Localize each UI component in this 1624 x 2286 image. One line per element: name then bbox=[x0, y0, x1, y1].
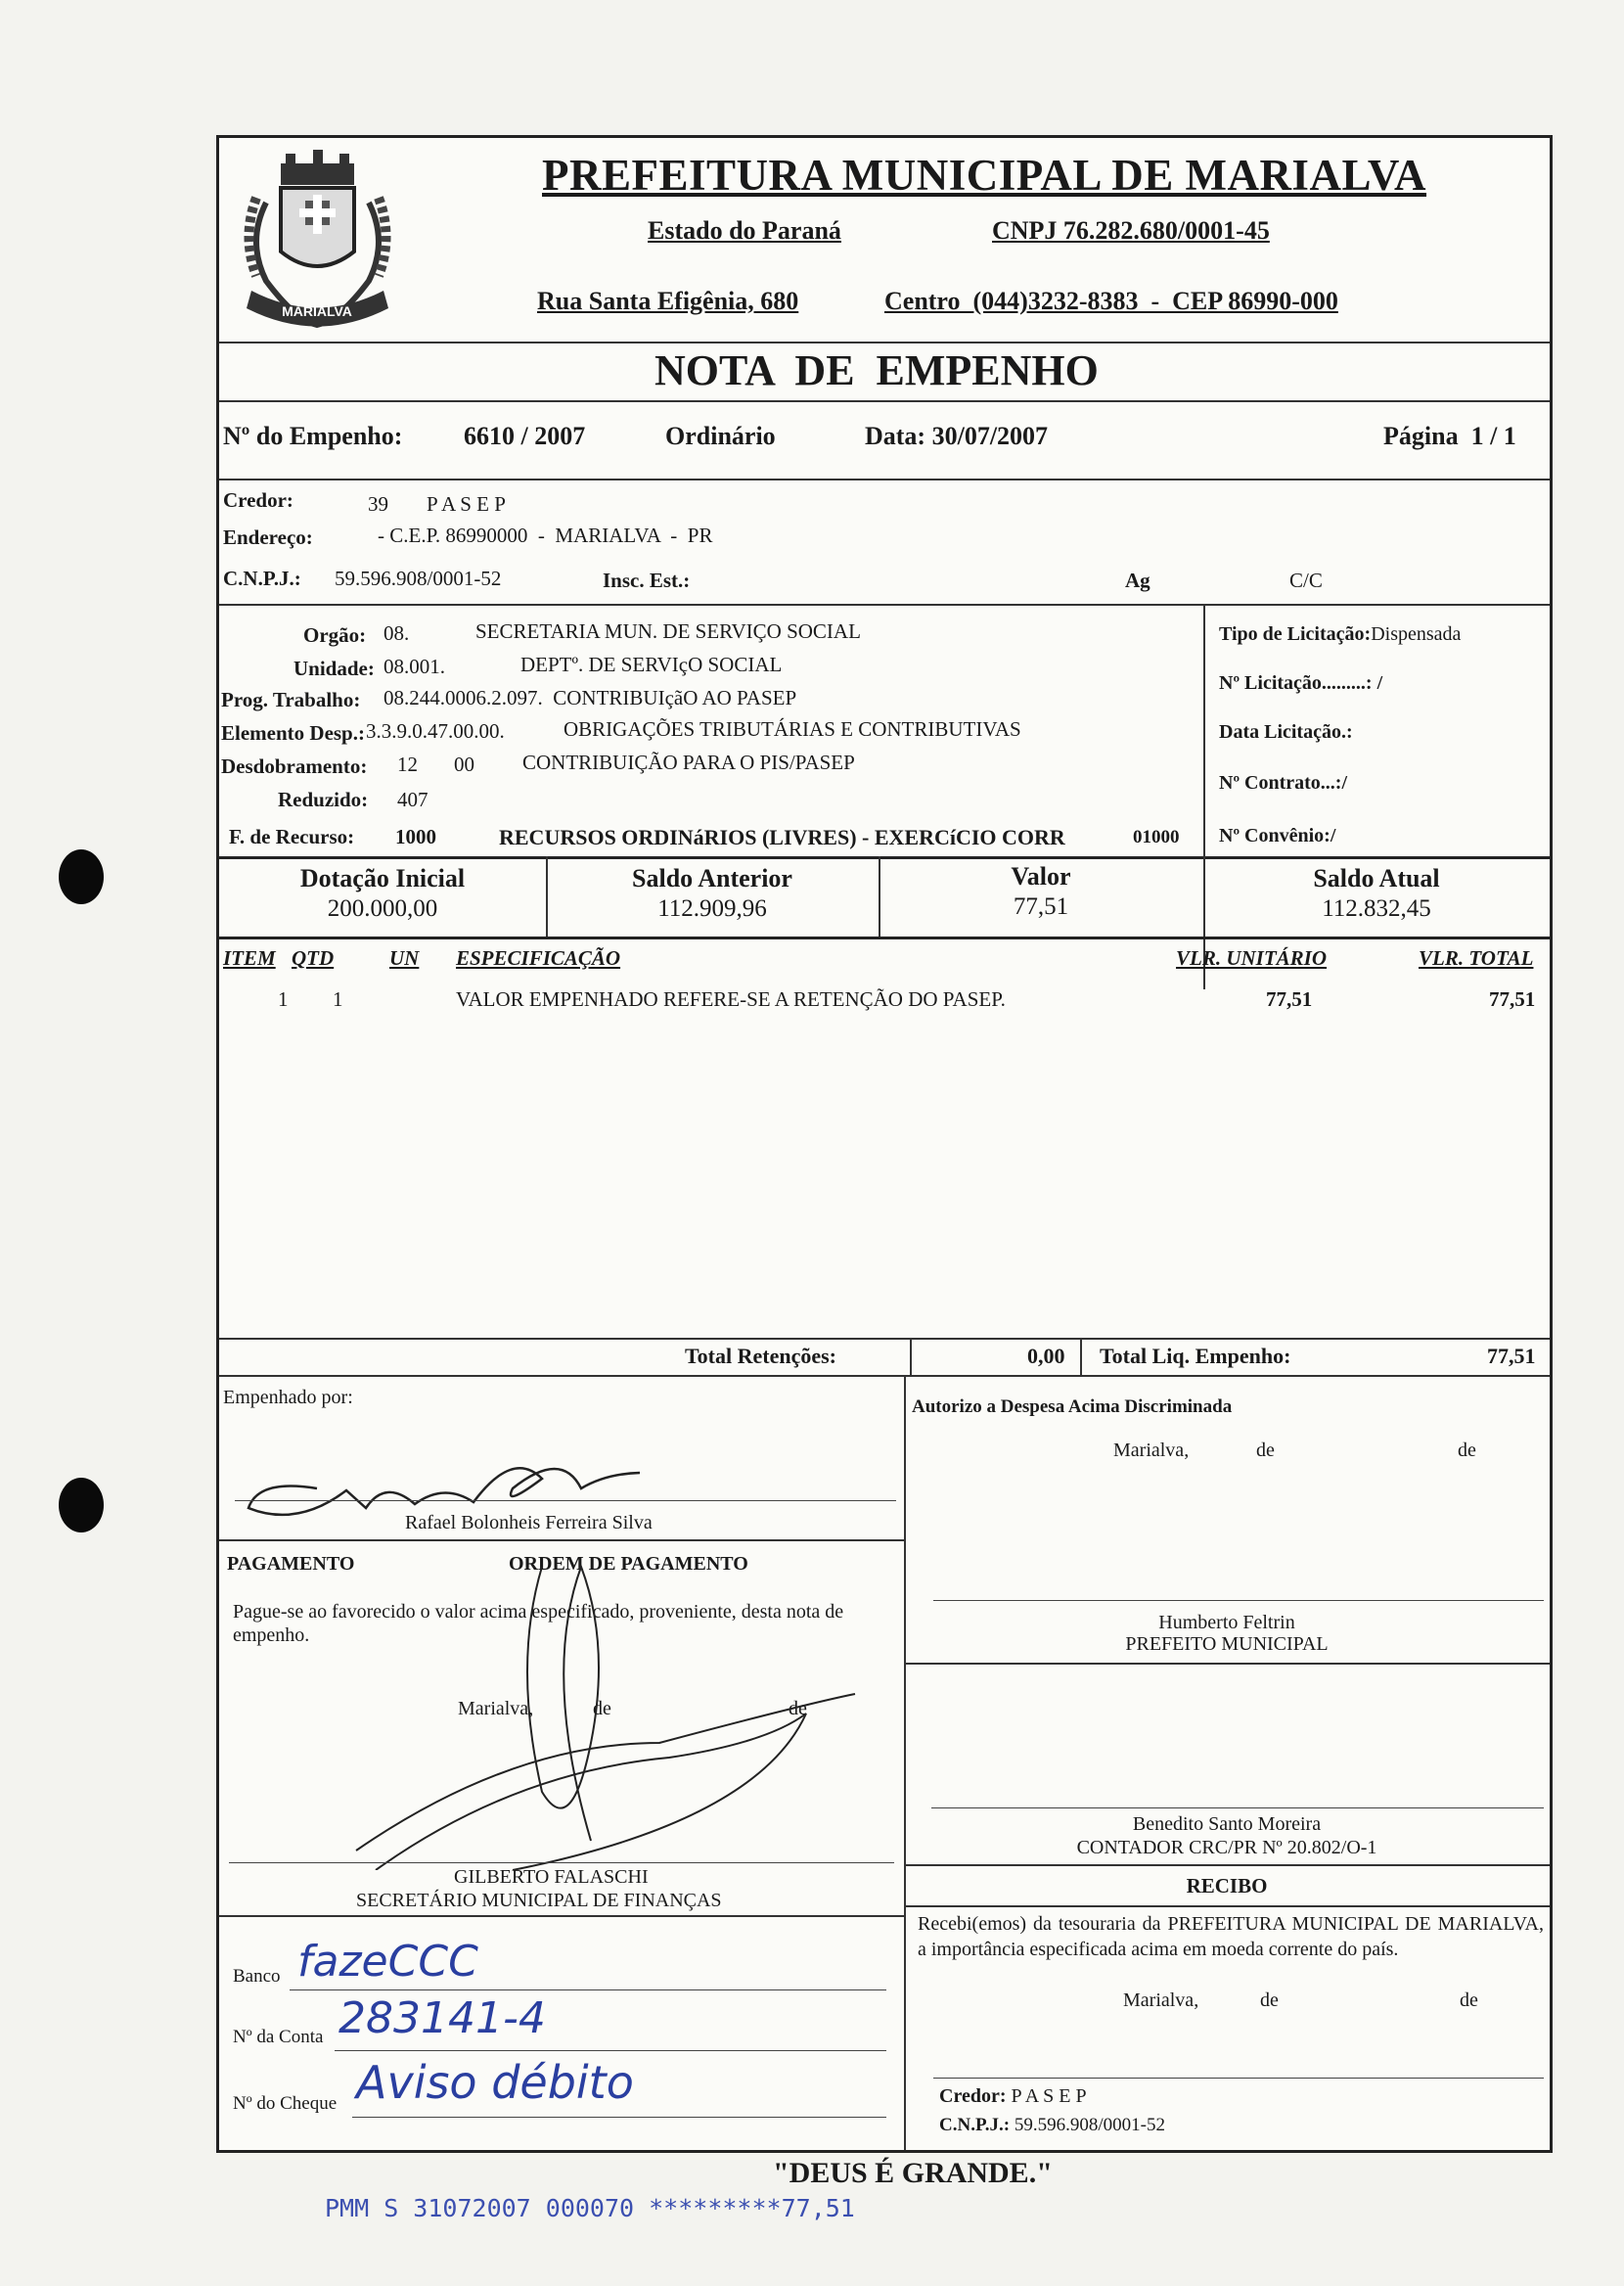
reduzido-value: 407 bbox=[397, 788, 429, 811]
row-especificacao: VALOR EMPENHADO REFERE-SE A RETENÇÃO DO PASEP. bbox=[456, 987, 1006, 1011]
cheque-handwritten: Aviso débito bbox=[356, 2056, 634, 2109]
header-cnpj: CNPJ 76.282.680/0001-45 bbox=[992, 216, 1270, 245]
secretario-name: GILBERTO FALASCHI bbox=[454, 1866, 649, 1888]
recibo-place: Marialva, bbox=[1123, 1989, 1199, 2011]
banco-label: Banco bbox=[233, 1966, 281, 1987]
motto: "DEUS É GRANDE." bbox=[773, 2157, 1053, 2189]
punch-hole-bottom bbox=[59, 1478, 104, 1532]
autorizo-de-2: de bbox=[1458, 1440, 1476, 1461]
tipo-licitacao: Tipo de Licitação:Dispensada bbox=[1219, 623, 1462, 645]
punch-hole-top bbox=[59, 849, 104, 904]
nota-de-empenho-document bbox=[216, 135, 1553, 2153]
elemento-desp-code: 3.3.9.0.47.00.00. bbox=[366, 719, 505, 743]
desdobramento-name: CONTRIBUIÇÃO PARA O PIS/PASEP bbox=[522, 751, 855, 774]
dotacao-inicial-value: 200.000,00 bbox=[327, 895, 438, 922]
contador-name: Benedito Santo Moreira bbox=[1132, 1813, 1322, 1835]
items-header-qtd: QTD bbox=[292, 946, 335, 970]
autorizo-place: Marialva, bbox=[1113, 1440, 1190, 1461]
cnpj-label: C.N.P.J.: bbox=[223, 567, 301, 590]
valor-label: Valor bbox=[1011, 862, 1071, 891]
dotacao-inicial-label: Dotação Inicial bbox=[299, 864, 466, 892]
numero-contrato: Nº Contrato...:/ bbox=[1219, 772, 1348, 794]
pagamento-label: PAGAMENTO bbox=[227, 1553, 355, 1575]
elemento-desp-label: Elemento Desp.: bbox=[221, 721, 365, 745]
empenhado-por-label: Empenhado por: bbox=[223, 1387, 353, 1408]
saldo-anterior-label: Saldo Anterior bbox=[632, 864, 792, 892]
prefeito-name: Humberto Feltrin bbox=[1158, 1612, 1295, 1633]
insc-est-label: Insc. Est.: bbox=[603, 569, 691, 592]
elemento-desp-name: OBRIGAÇÕES TRIBUTÁRIAS E CONTRIBUTIVAS bbox=[564, 717, 1021, 741]
data-licitacao: Data Licitação.: bbox=[1219, 721, 1353, 743]
numero-convenio: Nº Convênio:/ bbox=[1219, 825, 1336, 846]
unidade-code: 08.001. bbox=[383, 655, 445, 678]
table-row bbox=[219, 987, 1550, 1017]
total-liq-empenho-value: 77,51 bbox=[1487, 1344, 1536, 1368]
saldo-atual-value: 112.832,45 bbox=[1322, 895, 1431, 922]
desdobramento-label: Desdobramento: bbox=[221, 754, 368, 778]
items-header-vlr-unitario: VLR. UNITÁRIO bbox=[1176, 946, 1328, 970]
header-state: Estado do Paraná bbox=[648, 216, 841, 245]
pagamento-signature bbox=[219, 1547, 904, 1870]
pagamento-place: Marialva, bbox=[458, 1698, 534, 1719]
cash-register-stamp: PMM S 31072007 000070 *********77,51 bbox=[325, 2194, 855, 2222]
header-contact: Centro (044)3232-8383 - CEP 86990-000 bbox=[884, 287, 1338, 315]
recibo-title: RECIBO bbox=[1186, 1874, 1268, 1897]
items-header-vlr-total: VLR. TOTAL bbox=[1419, 946, 1534, 970]
credor-label: Credor: bbox=[223, 488, 293, 512]
cnpj-value: 59.596.908/0001-52 bbox=[335, 567, 502, 590]
prog-trabalho-label: Prog. Trabalho: bbox=[221, 688, 361, 711]
municipal-seal-icon bbox=[227, 144, 408, 335]
autorizo-title: Autorizo a Despesa Acima Discriminada bbox=[912, 1396, 1233, 1417]
total-retencoes-value: 0,00 bbox=[1027, 1344, 1065, 1368]
fonte-recurso-name: RECURSOS ORDINáRIOS (LIVRES) - EXERCíCIO CORR bbox=[499, 825, 1065, 849]
orgao-label: Orgão: bbox=[303, 623, 367, 647]
saldo-atual-label: Saldo Atual bbox=[1313, 864, 1440, 892]
autorizo-de-1: de bbox=[1256, 1440, 1275, 1461]
ag-label: Ag bbox=[1125, 569, 1150, 592]
recibo-credor: Credor: P A S E P bbox=[939, 2085, 1087, 2107]
desdobramento-code-2: 00 bbox=[454, 753, 474, 776]
prog-trabalho-value: 08.244.0006.2.097. CONTRIBUIçãO AO PASEP bbox=[383, 686, 797, 709]
numero-licitacao: Nº Licitação.........: / bbox=[1219, 672, 1383, 694]
total-retencoes-label: Total Retenções: bbox=[685, 1344, 836, 1368]
conta-handwritten: 283141-4 bbox=[338, 1993, 546, 2043]
reduzido-label: Reduzido: bbox=[278, 788, 369, 811]
fonte-recurso-code-2: 01000 bbox=[1133, 827, 1180, 847]
endereco-label: Endereço: bbox=[223, 526, 313, 549]
cc-label: C/C bbox=[1289, 569, 1323, 592]
empenho-number: 6610 / 2007 bbox=[464, 422, 586, 450]
secretario-title: SECRETÁRIO MUNICIPAL DE FINANÇAS bbox=[356, 1890, 722, 1911]
orgao-name: SECRETARIA MUN. DE SERVIÇO SOCIAL bbox=[475, 619, 861, 643]
items-header-especificacao: ESPECIFICAÇÃO bbox=[456, 946, 621, 970]
conta-label: Nº da Conta bbox=[233, 2027, 324, 2047]
ordem-pagamento-label: ORDEM DE PAGAMENTO bbox=[509, 1553, 748, 1575]
row-item: 1 bbox=[278, 987, 289, 1011]
row-qtd: 1 bbox=[333, 987, 343, 1011]
banco-handwritten: fazeCCC bbox=[297, 1937, 478, 1987]
total-liq-empenho-label: Total Liq. Empenho: bbox=[1100, 1344, 1291, 1368]
header-address: Rua Santa Efigênia, 680 bbox=[537, 287, 799, 315]
pagamento-de-2: de bbox=[789, 1698, 807, 1719]
recibo-cnpj: C.N.P.J.: 59.596.908/0001-52 bbox=[939, 2115, 1165, 2135]
pagamento-de-1: de bbox=[593, 1698, 611, 1719]
svg-text:MARIALVA: MARIALVA bbox=[282, 303, 352, 319]
cheque-label: Nº do Cheque bbox=[233, 2093, 338, 2114]
items-header-item: ITEM bbox=[223, 946, 276, 970]
endereco-value: - C.E.P. 86990000 - MARIALVA - PR bbox=[378, 524, 713, 547]
fonte-recurso-label: F. de Recurso: bbox=[229, 825, 355, 848]
unidade-label: Unidade: bbox=[293, 657, 375, 680]
contador-title: CONTADOR CRC/PR Nº 20.802/O-1 bbox=[1076, 1837, 1377, 1858]
empenho-date: Data: 30/07/2007 bbox=[865, 422, 1049, 450]
document-title: NOTA DE EMPENHO bbox=[654, 346, 1099, 394]
unidade-name: DEPTº. DE SERVIçO SOCIAL bbox=[520, 653, 783, 676]
saldo-anterior-value: 112.909,96 bbox=[657, 895, 767, 922]
fonte-recurso-code: 1000 bbox=[395, 825, 436, 848]
items-header-un: UN bbox=[389, 946, 420, 970]
prefeito-title: PREFEITO MUNICIPAL bbox=[1125, 1633, 1329, 1655]
page-indicator: Página 1 / 1 bbox=[1383, 422, 1516, 450]
empenhado-por-name: Rafael Bolonheis Ferreira Silva bbox=[405, 1512, 653, 1533]
empenho-number-label: Nº do Empenho: bbox=[223, 422, 403, 450]
header-title: PREFEITURA MUNICIPAL DE MARIALVA bbox=[542, 151, 1427, 200]
credor-name: P A S E P bbox=[427, 492, 506, 516]
pagamento-text: Pague-se ao favorecido o valor acima especificado, proveniente, desta nota de empenho. bbox=[233, 1601, 844, 1646]
empenho-type: Ordinário bbox=[665, 422, 776, 450]
desdobramento-code-1: 12 bbox=[397, 753, 418, 776]
row-vlr-total: 77,51 bbox=[1489, 987, 1536, 1011]
recibo-text: Recebi(emos) da tesouraria da PREFEITURA MUNICIPAL DE MARIALVA, a importância especificada acima em moeda corrente do país. bbox=[918, 1913, 1544, 1960]
recibo-de-1: de bbox=[1260, 1989, 1279, 2011]
row-vlr-unitario: 77,51 bbox=[1266, 987, 1313, 1011]
recibo-de-2: de bbox=[1460, 1989, 1478, 2011]
credor-code: 39 bbox=[368, 492, 388, 516]
valor-value: 77,51 bbox=[1013, 893, 1069, 920]
orgao-code: 08. bbox=[383, 621, 410, 645]
